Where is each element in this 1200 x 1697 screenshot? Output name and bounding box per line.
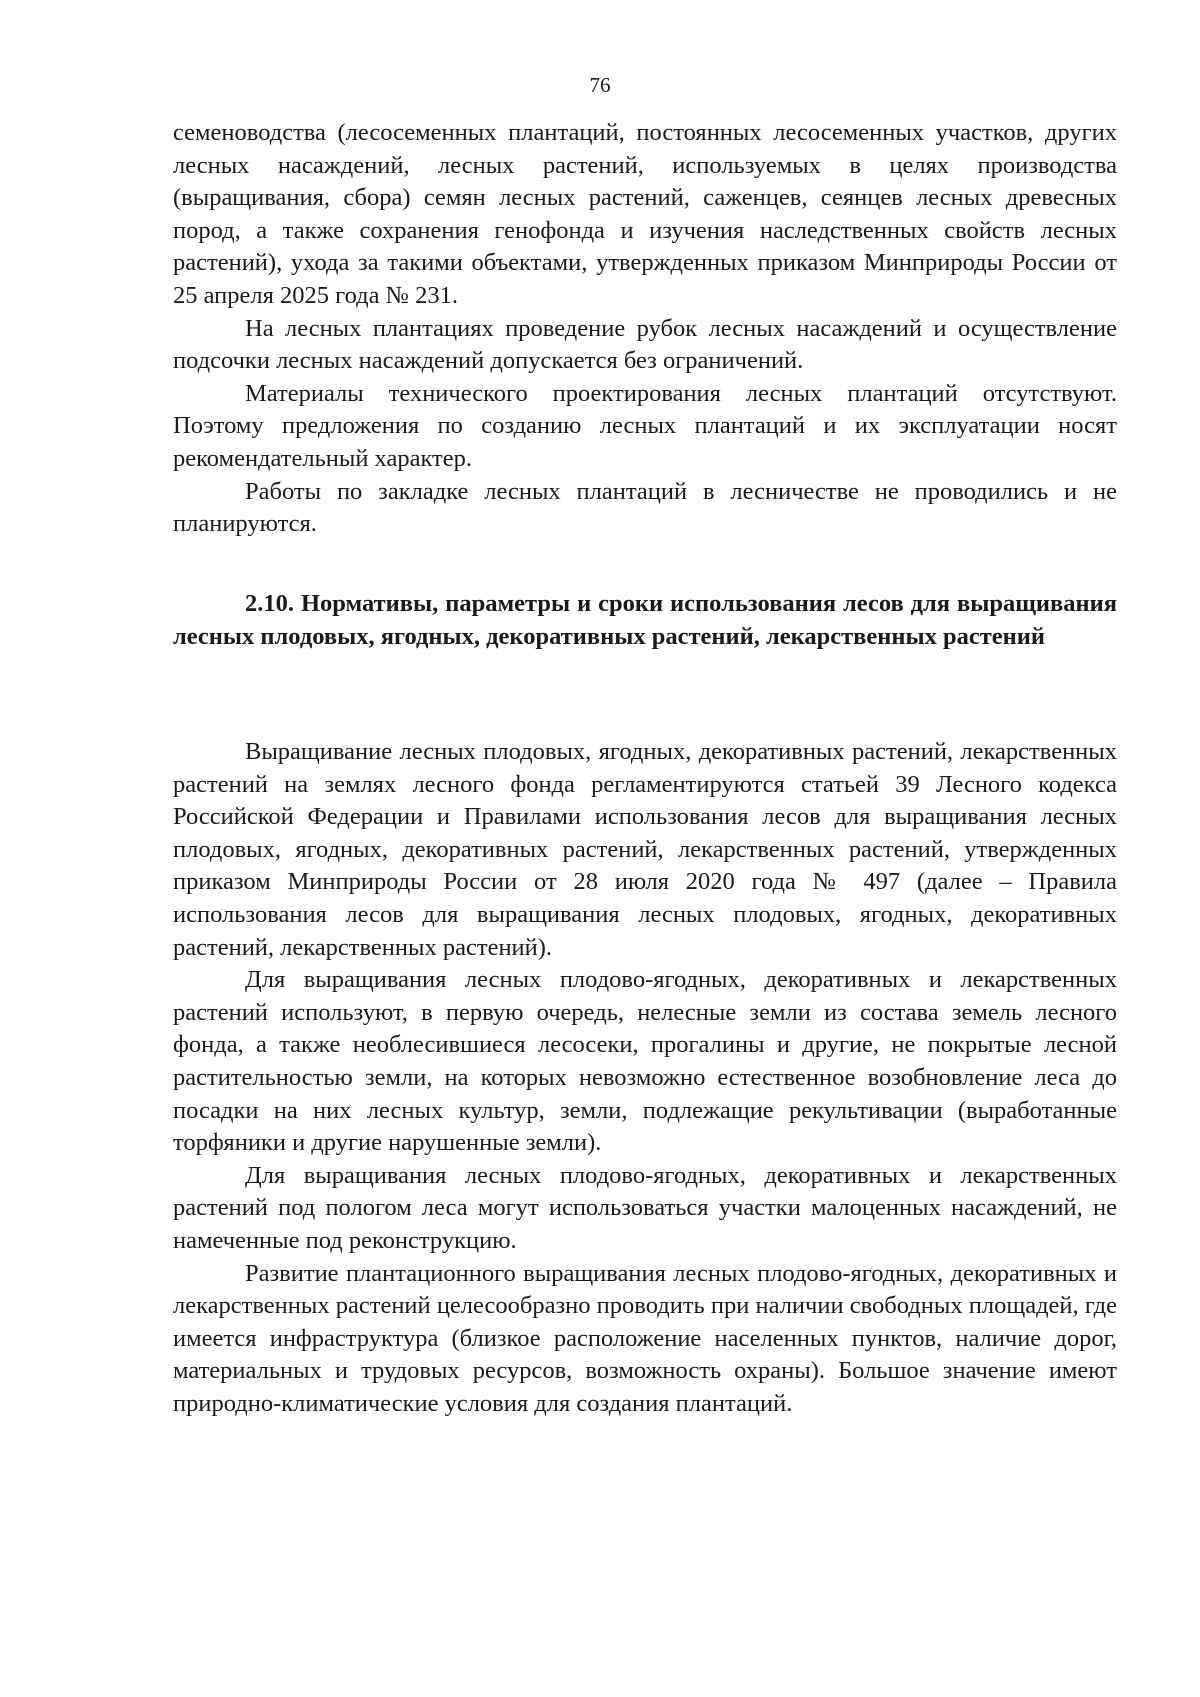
paragraph-design-materials: Материалы технического проектирования лесных плантаций отсутствуют. Поэтому предложения по созданию лесных плантаций и их эксплуатации носят рекомендательный характер. (173, 379, 1117, 472)
section-heading-block (173, 587, 1117, 653)
section-heading: 2.10. Нормативы, параметры и сроки использования лесов для выращивания лесных плодовых, ягодных, декоративных растений, лекарственных растений (173, 590, 1117, 650)
section-body-block (173, 736, 1117, 1420)
paragraph-plantations-logging: На лесных плантациях проведение рубок лесных насаждений и осуществление подсочки лесных насаждений допускается без ограничений. (173, 314, 1117, 375)
paragraph-regulation: Выращивание лесных плодовых, ягодных, декоративных растений, лекарственных растений на землях лесного фонда регламентируются статьей 39 Лесного кодекса Российской Федерации и Правилами использования лесов для выращивания лесных плодовых, ягодных, декоративных растений, лекарственных растений, утвержденных приказом Минприроды России от 28 июля 2020 года № 497 (далее – Правила использования лесов для выращивания лесных плодовых, ягодных, декоративных растений, лекарственных растений). (173, 738, 1117, 961)
top-text-block (173, 117, 1117, 541)
paragraph-continuation: семеноводства (лесосеменных плантаций, постоянных лесосеменных участков, других лесных насаждений, лесных растений, используемых в целях производства (выращивания, сбора) семян лесных растений, саженцев, сеянцев лесных древесных пород, а также сохранения генофонда и изучения наследственных свойств лесных растений), ухода за такими объектами, утвержденных приказом Минприроды России от 25 апреля 2025 года № 231. (173, 119, 1117, 309)
paragraph-development: Развитие плантационного выращивания лесных плодово-ягодных, декоративных и лекарственных растений целесообразно проводить при наличии свободных площадей, где имеется инфраструктура (близкое расположение населенных пунктов, наличие дорог, материальных и трудовых ресурсов, возможность охраны). Большое значение имеют природно-климатические условия для создания плантаций. (173, 1259, 1117, 1417)
page-number: 76 (589, 73, 611, 97)
paragraph-planting-works: Работы по закладке лесных плантаций в лесничестве не проводились и не планируются. (173, 477, 1117, 538)
paragraph-under-canopy: Для выращивания лесных плодово-ягодных, декоративных и лекарственных растений под пологом леса могут использоваться участки малоценных насаждений, не намеченные под реконструкцию. (173, 1161, 1117, 1254)
paragraph-land-use: Для выращивания лесных плодово-ягодных, декоративных и лекарственных растений используют, в первую очередь, нелесные земли из состава земель лесного фонда, а также необлесившиеся лесосеки, прогалины и другие, не покрытые лесной растительностью земли, на которых невозможно естественное возобновление леса до посадки на них лесных культур, земли, подлежащие рекультивации (выработанные торфяники и другие нарушенные земли). (173, 966, 1117, 1157)
